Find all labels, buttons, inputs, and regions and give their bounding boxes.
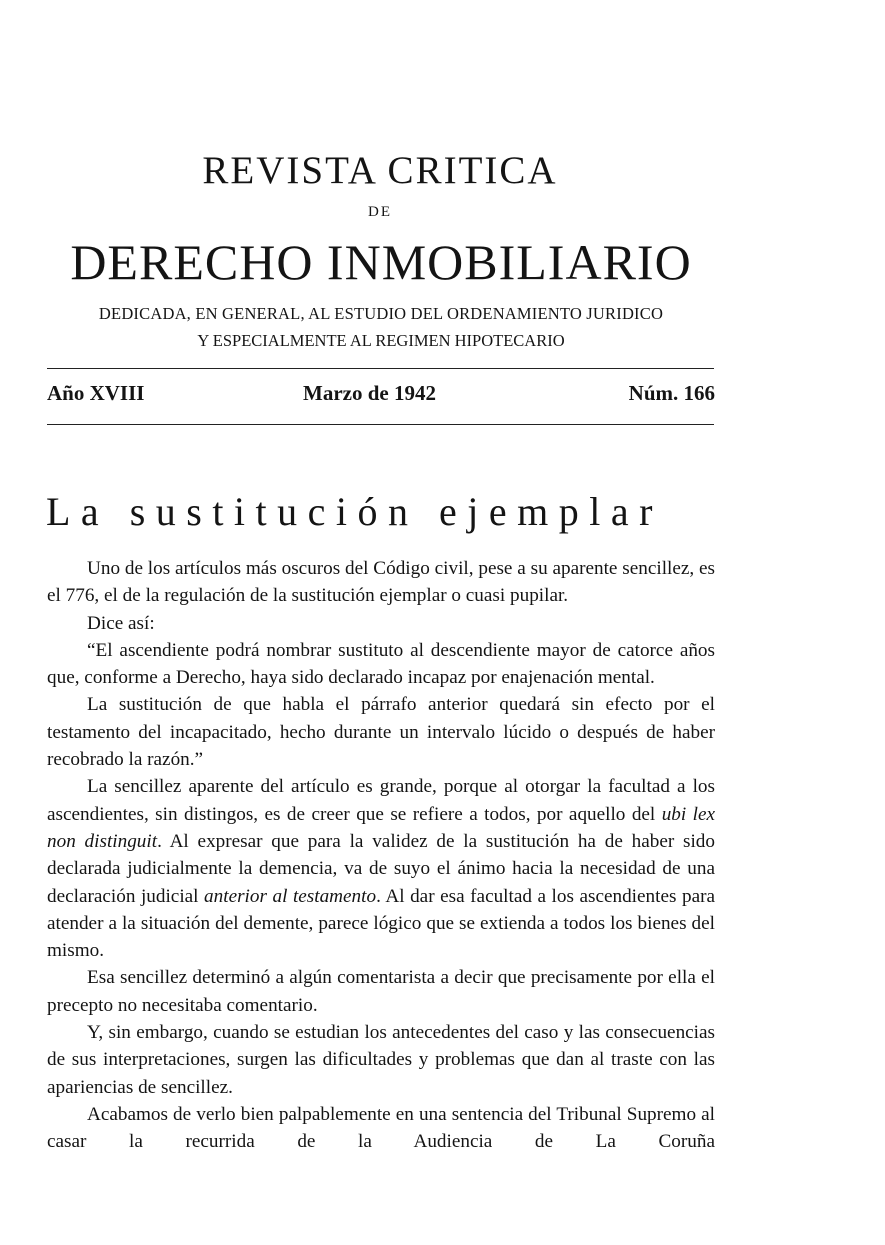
paragraph: Y, sin embargo, cuando se estudian los antecedentes del caso y las consecuencias de sus interpretaciones, surgen las dificultades y problemas que dan al traste con las apariencias de sencillez. — [47, 1022, 715, 1098]
paragraph: Uno de los artículos más oscuros del Código civil, pese a su aparente sencillez, es el 776, el de la regulación de la sustitución ejemplar o cuasi pupilar. — [47, 558, 715, 607]
issue-number: Núm. 166 — [628, 381, 715, 405]
journal-title-line2: DE — [368, 204, 392, 220]
paragraph: Esa sencillez determinó a algún comentarista a decir que precisamente por ella el precepto no necesitaba comentario. — [47, 967, 715, 1016]
journal-subtitle-line2: Y ESPECIALMENTE AL REGIMEN HIPOTECARIO — [197, 331, 565, 350]
paragraph: La sustitución de que habla el párrafo anterior quedará sin efecto por el testamento del incapacitado, hecho durante un intervalo lúcido o después de haber recobrado la razón.” — [47, 694, 715, 771]
emphasis-phrase: anterior al testamento — [204, 885, 377, 907]
journal-title-line1: REVISTA CRITICA — [202, 149, 558, 192]
paragraph: “El ascendiente podrá nombrar sustituto al descendiente mayor de catorce años que, conforme a Derecho, haya sido declarado incapaz por enajenación mental. — [47, 639, 715, 689]
article-title: La sustitución ejemplar — [46, 489, 663, 534]
article-body — [47, 555, 715, 1156]
paragraph: Dice así: — [87, 612, 155, 634]
paragraph-text: . Al dar esa facultad a los ascendientes para atender a la situación del demente, parece lógico que se extienda a todos los bienes del mismo. — [47, 885, 715, 962]
paragraph-text: La sencillez aparente del artículo es grande, porque al otorgar la facultad a los ascendientes, sin distingos, es de creer que se refiere a todos, por aquello del — [47, 776, 715, 825]
paragraph: Acabamos de verlo bien palpablemente en una sentencia del Tribunal Supremo al casar la recurrida de la Audiencia de La Coruña — [47, 1103, 715, 1153]
journal-title-main: DERECHO INMOBILIARIO — [70, 234, 692, 290]
journal-subtitle-line1: DEDICADA, EN GENERAL, AL ESTUDIO DEL ORDENAMIENTO JURIDICO — [98, 304, 664, 323]
bottom-rule — [47, 424, 714, 425]
paragraph-text: . Al expresar que para la validez de la sustitución ha de haber sido declarada judicialmente la demencia, va de suyo el ánimo hacia la necesidad de una declaración judicial — [47, 830, 715, 907]
issue-year: Año XVIII — [47, 381, 145, 405]
top-rule — [47, 368, 714, 369]
issue-date: Marzo de 1942 — [303, 381, 436, 405]
latin-phrase: ubi lex non distinguit — [47, 803, 715, 852]
paragraph — [47, 773, 715, 964]
